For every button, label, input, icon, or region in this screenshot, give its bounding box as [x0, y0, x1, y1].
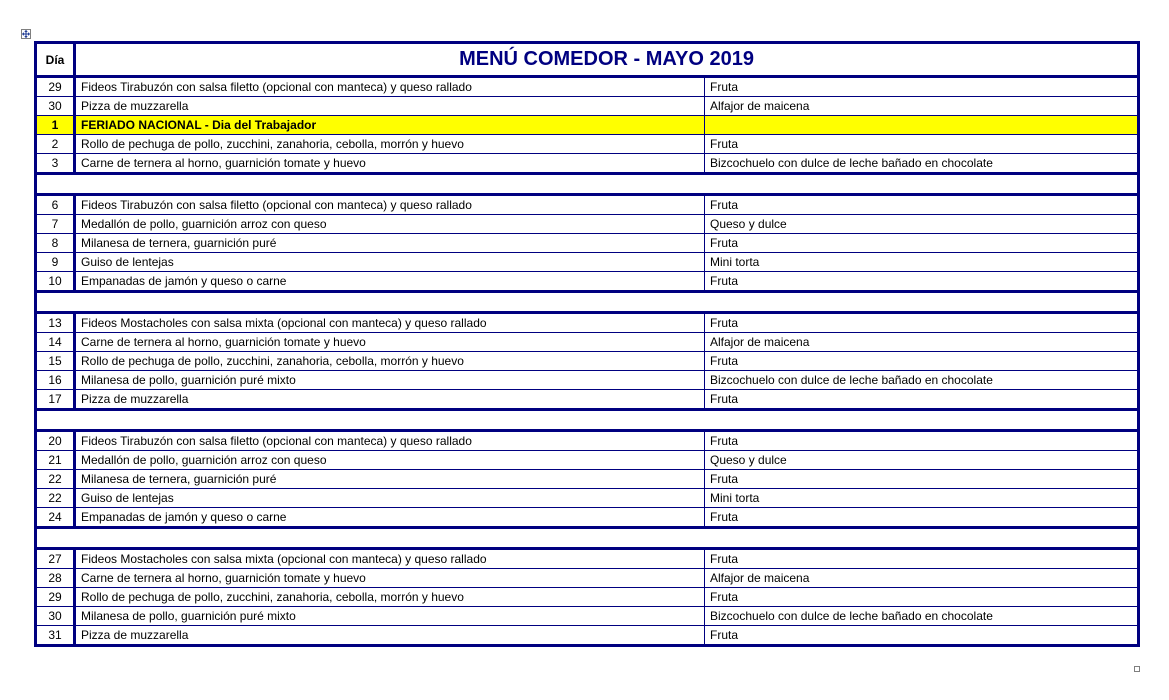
week-separator-row: [36, 292, 1139, 313]
menu-row: [36, 154, 1139, 174]
dessert-cell[interactable]: Fruta: [705, 77, 1139, 97]
day-cell[interactable]: 20: [36, 431, 75, 451]
week-separator-cell[interactable]: [36, 292, 1139, 313]
menu-table: [34, 41, 1140, 647]
meal-cell[interactable]: Fideos Mostacholes con salsa mixta (opcional con manteca) y queso rallado: [75, 313, 705, 333]
day-cell[interactable]: 30: [36, 97, 75, 116]
dessert-cell[interactable]: Fruta: [705, 431, 1139, 451]
week-separator-row: [36, 528, 1139, 549]
day-cell[interactable]: 6: [36, 195, 75, 215]
day-cell[interactable]: 24: [36, 508, 75, 528]
week-separator-cell[interactable]: [36, 174, 1139, 195]
menu-row: [36, 97, 1139, 116]
dessert-cell[interactable]: Fruta: [705, 135, 1139, 154]
day-cell[interactable]: 30: [36, 607, 75, 626]
table-header-row: [36, 43, 1139, 77]
menu-row: [36, 313, 1139, 333]
meal-cell[interactable]: FERIADO NACIONAL - Dia del Trabajador: [75, 116, 705, 135]
menu-row: [36, 451, 1139, 470]
dessert-cell[interactable]: [705, 116, 1139, 135]
meal-cell[interactable]: Milanesa de ternera, guarnición puré: [75, 470, 705, 489]
week-separator-cell[interactable]: [36, 410, 1139, 431]
meal-cell[interactable]: Fideos Tirabuzón con salsa filetto (opcional con manteca) y queso rallado: [75, 195, 705, 215]
menu-row: [36, 234, 1139, 253]
meal-cell[interactable]: Pizza de muzzarella: [75, 390, 705, 410]
menu-row: [36, 569, 1139, 588]
menu-row: [36, 626, 1139, 646]
meal-cell[interactable]: Guiso de lentejas: [75, 253, 705, 272]
dessert-cell[interactable]: Bizcochuelo con dulce de leche bañado en chocolate: [705, 154, 1139, 174]
day-cell[interactable]: 2: [36, 135, 75, 154]
meal-cell[interactable]: Fideos Tirabuzón con salsa filetto (opcional con manteca) y queso rallado: [75, 77, 705, 97]
day-cell[interactable]: 16: [36, 371, 75, 390]
holiday-row: [36, 116, 1139, 135]
dessert-cell[interactable]: Fruta: [705, 234, 1139, 253]
menu-row: [36, 272, 1139, 292]
dessert-cell[interactable]: Bizcochuelo con dulce de leche bañado en chocolate: [705, 607, 1139, 626]
meal-cell[interactable]: Pizza de muzzarella: [75, 626, 705, 646]
menu-row: [36, 215, 1139, 234]
menu-row: [36, 549, 1139, 569]
dessert-cell[interactable]: Fruta: [705, 352, 1139, 371]
menu-row: [36, 470, 1139, 489]
menu-row: [36, 489, 1139, 508]
menu-row: [36, 333, 1139, 352]
meal-cell[interactable]: Milanesa de pollo, guarnición puré mixto: [75, 371, 705, 390]
meal-cell[interactable]: Milanesa de ternera, guarnición puré: [75, 234, 705, 253]
menu-row: [36, 253, 1139, 272]
day-cell[interactable]: 15: [36, 352, 75, 371]
dessert-cell[interactable]: Fruta: [705, 470, 1139, 489]
week-separator-row: [36, 410, 1139, 431]
meal-cell[interactable]: Rollo de pechuga de pollo, zucchini, zanahoria, cebolla, morrón y huevo: [75, 352, 705, 371]
dessert-cell[interactable]: Alfajor de maicena: [705, 569, 1139, 588]
dessert-cell[interactable]: Bizcochuelo con dulce de leche bañado en chocolate: [705, 371, 1139, 390]
day-cell[interactable]: 28: [36, 569, 75, 588]
day-cell[interactable]: 14: [36, 333, 75, 352]
menu-row: [36, 431, 1139, 451]
day-cell[interactable]: 29: [36, 77, 75, 97]
meal-cell[interactable]: Carne de ternera al horno, guarnición tomate y huevo: [75, 569, 705, 588]
day-cell[interactable]: 3: [36, 154, 75, 174]
menu-row: [36, 77, 1139, 97]
dessert-cell[interactable]: Fruta: [705, 313, 1139, 333]
day-cell[interactable]: 22: [36, 470, 75, 489]
day-cell[interactable]: 1: [36, 116, 75, 135]
dessert-cell[interactable]: Fruta: [705, 588, 1139, 607]
menu-row: [36, 508, 1139, 528]
meal-cell[interactable]: Rollo de pechuga de pollo, zucchini, zanahoria, cebolla, morrón y huevo: [75, 135, 705, 154]
menu-row: [36, 607, 1139, 626]
dessert-cell[interactable]: Alfajor de maicena: [705, 97, 1139, 116]
day-cell[interactable]: 22: [36, 489, 75, 508]
menu-row: [36, 371, 1139, 390]
menu-row: [36, 195, 1139, 215]
dessert-cell[interactable]: Mini torta: [705, 489, 1139, 508]
meal-cell[interactable]: Carne de ternera al horno, guarnición tomate y huevo: [75, 154, 705, 174]
day-cell[interactable]: 8: [36, 234, 75, 253]
dessert-cell[interactable]: Alfajor de maicena: [705, 333, 1139, 352]
dessert-cell[interactable]: Queso y dulce: [705, 215, 1139, 234]
day-column-header[interactable]: Día: [36, 43, 75, 77]
dessert-cell[interactable]: Fruta: [705, 272, 1139, 292]
day-cell[interactable]: 27: [36, 549, 75, 569]
week-separator-row: [36, 174, 1139, 195]
meal-cell[interactable]: Fideos Mostacholes con salsa mixta (opcional con manteca) y queso rallado: [75, 549, 705, 569]
day-cell[interactable]: 17: [36, 390, 75, 410]
day-cell[interactable]: 10: [36, 272, 75, 292]
meal-cell[interactable]: Medallón de pollo, guarnición arroz con queso: [75, 451, 705, 470]
menu-row: [36, 390, 1139, 410]
dessert-cell[interactable]: Fruta: [705, 626, 1139, 646]
meal-cell[interactable]: Carne de ternera al horno, guarnición tomate y huevo: [75, 333, 705, 352]
meal-cell[interactable]: Milanesa de pollo, guarnición puré mixto: [75, 607, 705, 626]
day-cell[interactable]: 13: [36, 313, 75, 333]
dessert-cell[interactable]: Queso y dulce: [705, 451, 1139, 470]
dessert-cell[interactable]: Fruta: [705, 390, 1139, 410]
table-resize-handle[interactable]: [1134, 666, 1140, 672]
dessert-cell[interactable]: Fruta: [705, 195, 1139, 215]
meal-cell[interactable]: Rollo de pechuga de pollo, zucchini, zanahoria, cebolla, morrón y huevo: [75, 588, 705, 607]
meal-cell[interactable]: Pizza de muzzarella: [75, 97, 705, 116]
meal-cell[interactable]: Empanadas de jamón y queso o carne: [75, 272, 705, 292]
meal-cell[interactable]: Medallón de pollo, guarnición arroz con queso: [75, 215, 705, 234]
menu-row: [36, 352, 1139, 371]
day-cell[interactable]: 7: [36, 215, 75, 234]
day-cell[interactable]: 29: [36, 588, 75, 607]
meal-cell[interactable]: Guiso de lentejas: [75, 489, 705, 508]
meal-cell[interactable]: Empanadas de jamón y queso o carne: [75, 508, 705, 528]
day-cell[interactable]: 21: [36, 451, 75, 470]
day-cell[interactable]: 31: [36, 626, 75, 646]
meal-cell[interactable]: Fideos Tirabuzón con salsa filetto (opcional con manteca) y queso rallado: [75, 431, 705, 451]
dessert-cell[interactable]: Mini torta: [705, 253, 1139, 272]
menu-title[interactable]: MENÚ COMEDOR - MAYO 2019: [75, 43, 1139, 77]
day-cell[interactable]: 9: [36, 253, 75, 272]
dessert-cell[interactable]: Fruta: [705, 508, 1139, 528]
menu-row: [36, 135, 1139, 154]
table-move-handle-icon[interactable]: [21, 29, 31, 39]
dessert-cell[interactable]: Fruta: [705, 549, 1139, 569]
menu-row: [36, 588, 1139, 607]
week-separator-cell[interactable]: [36, 528, 1139, 549]
